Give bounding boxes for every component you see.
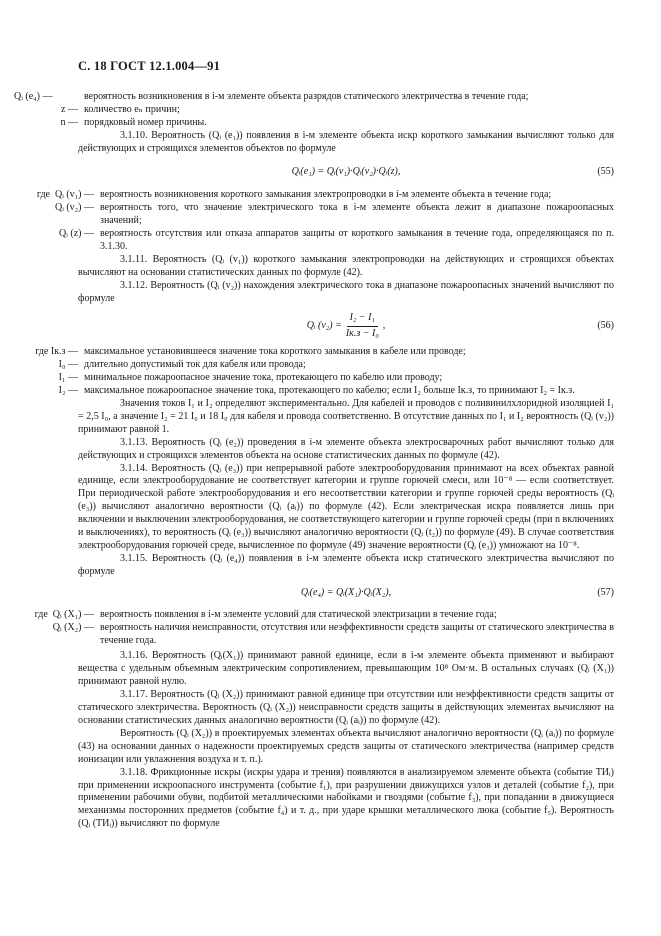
paragraph-3-1-12: 3.1.12. Вероятность (Qᵢ (v₂)) нахождения электрического тока в диапазоне пожароопасных значений вычисляют по формуле	[78, 279, 614, 304]
definition-term	[14, 346, 84, 359]
page-header: С. 18 ГОСТ 12.1.004—91	[78, 59, 221, 73]
formula-tail: ,	[382, 319, 386, 331]
paragraph-3-1-17b: Вероятность (Qᵢ (X₂)) в проектируемых элементах объекта вычисляют аналогично вероятности (Qᵢ (aᵢ)) по формуле (43) на основании данных о надежности проектируемых средств защиты от статического электричества (например средств ионизации или увлажнения воздуха и т. п.).	[78, 727, 614, 765]
definition-desc: вероятность отсутствия или отказа аппаратов защиты от короткого замыкания в течение года, определяющаяся по п. 3.1.30.	[100, 228, 614, 253]
formula-number: (56)	[597, 319, 614, 331]
definition-row	[14, 385, 614, 398]
definition-row	[14, 202, 614, 228]
paragraph-3-1-10: 3.1.10. Вероятность (Qᵢ (e₁)) появления в i-м элементе объекта искр короткого замыкания вычисляют только для действующих и строящихся элементов объектов по формуле	[78, 129, 614, 154]
definition-row	[14, 91, 614, 104]
definition-term-text: Iк.з —	[50, 346, 78, 358]
definition-list-55	[36, 189, 614, 254]
definition-desc: минимальное пожароопасное значение тока, протекающего по кабелю или проводу;	[84, 372, 443, 384]
where-label: где	[36, 189, 50, 201]
definition-term: Qᵢ (z) —	[59, 228, 94, 240]
definition-desc: вероятность возникновения в i-м элементе объекта разрядов статического электричества в течение года;	[84, 90, 529, 102]
formula-expression: Qᵢ(e₁) = Qᵢ(v₁)·Qᵢ(v₂)·Qᵢ(z),	[291, 165, 401, 177]
definition-list-56	[35, 346, 614, 398]
definition-term	[14, 609, 100, 622]
definition-row	[14, 359, 614, 372]
paragraph-3-1-14: 3.1.14. Вероятность (Qᵢ (e₃)) при непрерывной работе электрооборудования принимают на всех объектах равной единице, если электрооборудование не соответствует категории и группе горючей смеси, или 10⁻⁸ — если соответствует. При периодической работе электрооборудования и его несоответствии категории и группе горючей среды вероятность (Qᵢ (e₃)) вычисляют аналогично вероятности (Qᵢ (aᵢ)) по формуле (42). Если электрическая искра появляется лишь при включении и выключении электрооборудования, не соответствующего категории и группе горючей среды (при n включениях и выключениях), то вероятность (Qᵢ (e₃)) вычисляют аналогично вероятности (Qᵢ (t₂)) по формуле (49). В случае соответствия электрооборудования горючей среде, вычисленное по формуле (49) значение вероятности (Qᵢ (e₃)) умножают на 10⁻⁸.	[78, 462, 614, 551]
formula-fraction	[346, 312, 379, 341]
definition-row	[14, 372, 614, 385]
fraction-denominator: Iк.з − I₀	[345, 327, 379, 339]
paragraph-3-1-18: 3.1.18. Фрикционные искры (искры удара и трения) появляются в анализируемом элементе объекта (событие ТИᵢ) при применении искроопасного инструмента (событие f₁), при разрушении движущихся узлов и деталей (событие f₂), при применении рабочими обуви, подбитой металлическими набойками и гвоздями (событие f₃), при попадании в движущиеся механизмы посторонних предметов (событие f₄) и т. д., при ударе крышки металлического люка (событие f₅). Вероятность (Qᵢ (ТИᵢ)) вычисляют по формуле	[78, 766, 614, 830]
definition-term: z —	[61, 103, 78, 115]
definition-row	[14, 189, 614, 202]
definition-desc: максимальное пожароопасное значение тока, протекающего по кабелю; если I₂ больше Iк.з, то принимают I₂ = Iк.з.	[84, 385, 575, 397]
definition-desc: длительно допустимый ток для кабеля или провода;	[84, 359, 306, 371]
paragraph-currents: Значения токов I₁ и I₂ определяют экспериментально. Для кабелей и проводов с поливинилхлоридной изоляцией I₁ = 2,5 I₀, а значение I₂ = 21 I₀ и 18 I₀ для кабеля и провода соответственно. В отсутствие данных по I₁ и I₂ вероятность (Qᵢ (v₂)) принимают равной 1.	[78, 398, 614, 435]
definition-list-top	[14, 90, 614, 130]
definition-term	[14, 189, 100, 202]
definition-term-text: Qᵢ (X₁) —	[52, 608, 94, 620]
definition-term: I₂ —	[58, 385, 78, 397]
definition-desc: максимальное установившееся значение тока короткого замыкания в кабеле или проводе;	[84, 346, 466, 358]
definition-desc: вероятность того, что значение электрического тока в i-м элементе объекта лежит в диапазоне пожароопасных значений;	[100, 202, 614, 227]
definition-row	[14, 117, 614, 130]
where-label: где	[35, 346, 49, 358]
definition-term: I₁ —	[58, 372, 78, 384]
formula-expression: Qᵢ(e₄) = Qᵢ(X₁)·Qᵢ(X₂),	[300, 587, 392, 599]
definition-term: n —	[60, 116, 78, 128]
where-label: где	[34, 608, 48, 620]
definition-list-57	[34, 608, 614, 648]
paragraph-3-1-16: 3.1.16. Вероятность (Qᵢ(X₁)) принимают равной единице, если в i-м элементе объекта применяют и выбирают вещества с удельным объемным электрическим сопротивлением, превышающим 10⁸ Ом·м. В остальных случаях (Qᵢ (X₁)) принимают равной нулю.	[78, 650, 614, 688]
definition-desc: порядковый номер причины.	[84, 116, 207, 128]
formula-57	[78, 585, 614, 603]
definition-row	[14, 228, 614, 254]
definition-row	[14, 609, 614, 622]
formula-number: (55)	[597, 165, 614, 177]
paragraph-3-1-11: 3.1.11. Вероятность (Qᵢ (v₁)) короткого замыкания электропроводки на действующих и строящихся объектах вычисляют на основании статистических данных по формуле (42).	[78, 253, 614, 278]
formula-56	[78, 312, 614, 341]
definition-row	[14, 346, 614, 359]
paragraph-3-1-13: 3.1.13. Вероятность (Qᵢ (e₂)) проведения в i-м элементе объекта электросварочных работ вычисляют только для действующих и строящихся элементов объекта на основе статистических данных по формуле (42).	[78, 436, 614, 461]
formula-lhs: Qᵢ (v₂) =	[306, 319, 342, 331]
paragraph-3-1-15: 3.1.15. Вероятность (Qᵢ (e₄)) появления в i-м элементе объекта искр статического электричества вычисляют по формуле	[78, 552, 614, 577]
definition-desc: вероятность наличия неисправности, отсутствия или неэффективности средств защиты от статического электричества в течение года.	[100, 621, 614, 646]
fraction-numerator: I₂ − I₁	[347, 312, 378, 327]
definition-term: Qᵢ (X₂) —	[52, 621, 94, 633]
definition-row	[14, 622, 614, 648]
paragraph-3-1-17: 3.1.17. Вероятность (Qᵢ (X₂)) принимают равной единице при отсутствии или неэффективности средств защиты от статического электричества. Вероятность (Qᵢ (X₂)) неисправности средств защиты в действующих элементах вычисляют на основании статистических данных аналогично вероятности (Qᵢ (aᵢ)) по формуле (42).	[78, 689, 614, 726]
definition-row	[14, 104, 614, 117]
definition-term-text: Qᵢ (v₁) —	[54, 189, 94, 201]
definition-term: I₀ —	[58, 359, 78, 371]
definition-desc: вероятность появления в i-м элементе условий для статической электризации в течение года;	[100, 608, 497, 620]
formula-55	[78, 163, 614, 181]
formula-number: (57)	[597, 587, 614, 599]
document-page	[14, 59, 614, 831]
definition-desc: вероятность возникновения короткого замыкания электропроводки в i-м элементе объекта в течение года;	[100, 189, 552, 201]
definition-term: Qᵢ (e₄) —	[14, 90, 53, 102]
definition-term: Qᵢ (v₂) —	[54, 202, 94, 214]
definition-desc: количество eₙ причин;	[84, 103, 180, 115]
